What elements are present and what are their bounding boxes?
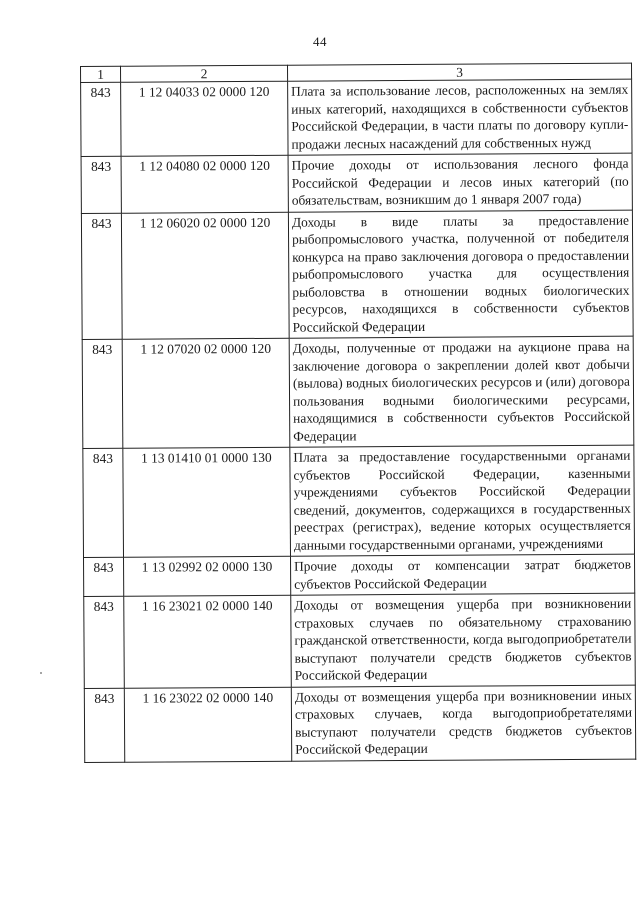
column-header-3: 3: [287, 63, 631, 81]
description-cell: Доходы в виде платы за предоставление рыбопромыслового участка, полученной от победителя конкурса на право заключения договора о предоставлении рыбопромыслового участка для осуществления рыболовства в отношении водных биологических ресурсов, находящихся в собственности субъектов Российской Федерации: [288, 210, 633, 339]
description-cell: Доходы от возмещения ущерба при возникновении иных страховых случаев, когда выгодоприобретателями выступают получатели средств бюджетов субъектов Российской Федерации: [291, 685, 635, 761]
admin-code-cell: 843: [84, 688, 124, 762]
budget-code-cell: 1 12 04080 02 0000 120: [121, 155, 288, 213]
description-cell: Прочие доходы от использования лесного фонда Российской Федерации и лесов иных категорий (по обязательствам, возникшим до 1 января 2007 года): [288, 153, 632, 212]
table-row: [84, 554, 635, 596]
column-header-2: 2: [121, 65, 288, 82]
page-number: 44: [313, 34, 327, 49]
description-cell: Плата за использование лесов, расположенных на землях иных категорий, находящихся в собственности субъектов Российской Федерации, в части платы по договору купли-продажи лесных насаждений для собственных нужд: [288, 79, 632, 155]
budget-code-cell: 1 12 06020 02 0000 120: [121, 212, 289, 340]
table-row: [81, 153, 632, 213]
admin-code-cell: 843: [84, 596, 125, 688]
budget-code-cell: 1 13 02992 02 0000 130: [124, 556, 291, 596]
description-cell: Доходы, полученные от продажи на аукционе права на заключение договора о закреплении долей квот добычи (вылова) водных биологических ресурсов и (или) договора пользования водными биологическими ресурсами, находящимися в собственности субъектов Российской Федерации: [289, 336, 634, 447]
table-row: [84, 593, 636, 688]
budget-code-cell: 1 12 07020 02 0000 120: [122, 338, 290, 448]
admin-code-cell: 843: [81, 82, 121, 156]
table-row: [81, 210, 633, 340]
admin-code-cell: 843: [83, 448, 124, 557]
budget-code-cell: 1 16 23021 02 0000 140: [124, 595, 292, 688]
admin-code-cell: 843: [81, 213, 122, 340]
budget-code-cell: 1 13 01410 01 0000 130: [123, 447, 291, 557]
description-cell: Доходы от возмещения ущерба при возникновении страховых случаев по обязательному страхованию гражданской ответственности, когда выгодоприобретатели выступают получатели средств бюджетов субъектов Российской Федерации: [291, 593, 636, 687]
table-row: [84, 685, 635, 762]
admin-code-cell: 843: [84, 557, 124, 596]
column-header-1: 1: [81, 66, 121, 82]
table-row: [82, 336, 634, 448]
table-row: [83, 445, 635, 557]
admin-code-cell: 843: [82, 339, 123, 448]
description-cell: Прочие доходы от компенсации затрат бюджетов субъектов Российской Федерации: [290, 554, 634, 595]
table-row: [81, 79, 632, 156]
budget-code-cell: 1 12 04033 02 0000 120: [121, 81, 288, 156]
scan-speck: [40, 672, 42, 674]
budget-code-cell: 1 16 23022 02 0000 140: [124, 687, 291, 762]
description-cell: Плата за предоставление государственными органами субъектов Российской Федерации, казенными учреждениями субъектов Российской Федерации сведений, документов, содержащихся в государственных реестрах (регистрах), ведение которых осуществляется данными государственными органами, учреждениями: [290, 445, 635, 556]
admin-code-cell: 843: [81, 156, 121, 213]
revenue-codes-table: [80, 63, 636, 763]
